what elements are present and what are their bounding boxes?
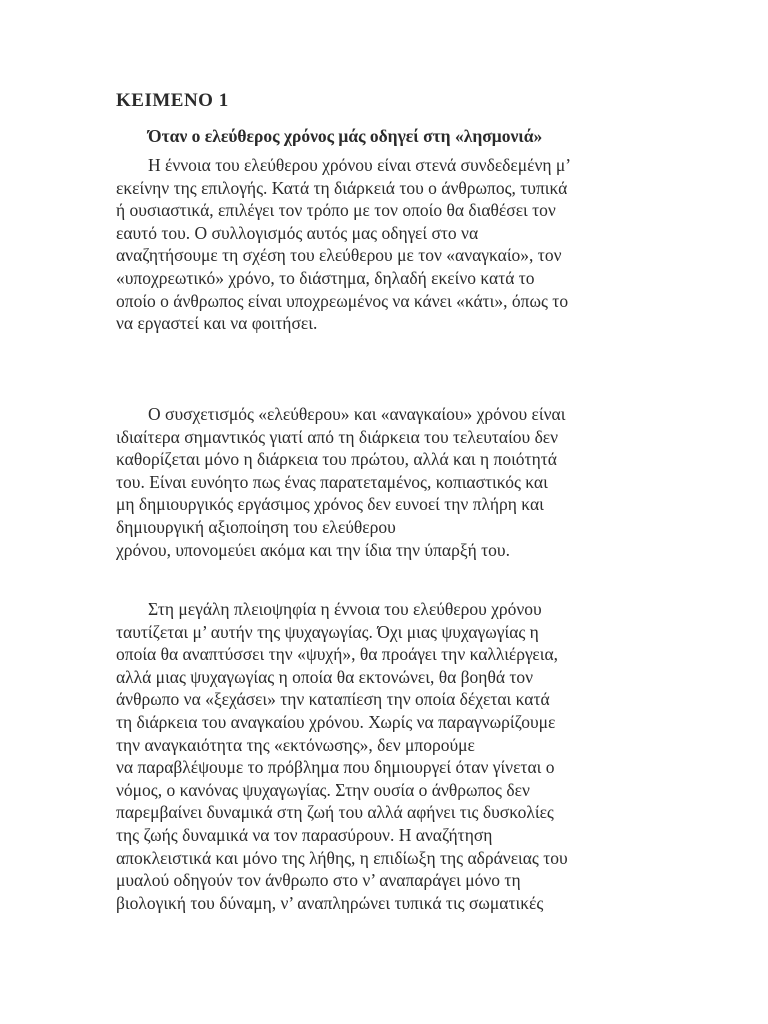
document-heading: ΚΕΙΜΕΝΟ 1 bbox=[116, 90, 229, 111]
paragraph-line: Ο συσχετισμός «ελεύθερου» και «αναγκαίου» χρόνου είναι bbox=[148, 404, 566, 424]
document-title: Όταν ο ελεύθερος χρόνος μάς οδηγεί στη «λησμονιά» bbox=[148, 126, 543, 146]
paragraph-line: καθορίζεται μόνο η διάρκεια του πρώτου, αλλά και η ποιότητά bbox=[116, 449, 557, 470]
paragraph-line: εαυτό του. Ο συλλογισμός αυτός μας οδηγεί στο να bbox=[116, 222, 479, 243]
paragraph-line: αναζητήσουμε τη σχέση του ελεύθερου με τον «αναγκαίο», τον bbox=[116, 245, 562, 266]
paragraph-line: μυαλού οδηγούν τον άνθρωπο στο ν’ αναπαράγει μόνο τη bbox=[116, 870, 521, 891]
paragraph-line: του. Είναι ευνόητο πως ένας παρατεταμένος, κοπιαστικός και bbox=[116, 471, 548, 492]
paragraph-line: ή ουσιαστικά, επιλέγει τον τρόπο με τον οποίο θα διαθέσει τον bbox=[116, 200, 556, 221]
paragraph-line: χρόνου, υπονομεύει ακόμα και την ίδια την ύπαρξή του. bbox=[116, 539, 510, 560]
paragraph-line: αποκλειστικά και μόνο της λήθης, η επιδίωξη της αδράνειας του bbox=[116, 847, 568, 868]
paragraph-line: αλλά μιας ψυχαγωγίας η οποία θα εκτονώνει, θα βοηθά τον bbox=[116, 666, 534, 687]
paragraph-line: άνθρωπο να «ξεχάσει» την καταπίεση την οποία δέχεται κατά bbox=[116, 689, 550, 710]
paragraph-line: οποία θα αναπτύσσει την «ψυχή», θα προάγει την καλλιέργεια, bbox=[116, 644, 559, 665]
paragraph-line: να εργαστεί και να φοιτήσει. bbox=[116, 313, 318, 334]
paragraph-line: την αναγκαιότητα της «εκτόνωσης», δεν μπορούμε bbox=[116, 734, 475, 755]
paragraph-line: οποίο ο άνθρωπος είναι υποχρεωμένος να κάνει «κάτι», όπως το bbox=[116, 290, 569, 311]
paragraph-2 bbox=[116, 403, 676, 561]
paragraph-line: δημιουργική αξιοποίηση του ελεύθερου bbox=[116, 516, 396, 537]
paragraph-line: παρεμβαίνει δυναμικά στη ζωή του αλλά αφήνει τις δυσκολίες bbox=[116, 802, 554, 823]
paragraph-line: νόμος, ο κανόνας ψυχαγωγίας. Στην ουσία ο άνθρωπος δεν bbox=[116, 779, 530, 800]
paragraph-line: «υποχρεωτικό» χρόνο, το διάστημα, δηλαδή εκείνο κατά το bbox=[116, 267, 535, 288]
paragraph-line: Η έννοια του ελεύθερου χρόνου είναι στενά συνδεδεμένη μ’ bbox=[148, 155, 572, 175]
paragraph-line: βιολογική του δύναμη, ν’ αναπληρώνει τυπικά τις σωματικές bbox=[116, 892, 544, 913]
paragraph-line: τη διάρκεια του αναγκαίου χρόνου. Χωρίς να παραγνωρίζουμε bbox=[116, 711, 556, 732]
paragraph-3 bbox=[116, 598, 676, 914]
paragraph-line: να παραβλέψουμε το πρόβλημα που δημιουργεί όταν γίνεται ο bbox=[116, 757, 555, 778]
paragraph-line: μη δημιουργικός εργάσιμος χρόνος δεν ευνοεί την πλήρη και bbox=[116, 494, 544, 515]
paragraph-line: ταυτίζεται μ’ αυτήν της ψυχαγωγίας. Όχι μιας ψυχαγωγίας η bbox=[116, 621, 539, 642]
paragraph-1 bbox=[116, 154, 676, 335]
paragraph-line: της ζωής δυναμικά να τον παρασύρουν. Η αναζήτηση bbox=[116, 824, 493, 845]
paragraph-line: εκείνην της επιλογής. Κατά τη διάρκειά του ο άνθρωπος, τυπικά bbox=[116, 177, 568, 198]
paragraph-line: ιδιαίτερα σημαντικός γιατί από τη διάρκεια του τελευταίου δεν bbox=[116, 426, 559, 447]
paragraph-line: Στη μεγάλη πλειοψηφία η έννοια του ελεύθερου χρόνου bbox=[148, 599, 542, 619]
